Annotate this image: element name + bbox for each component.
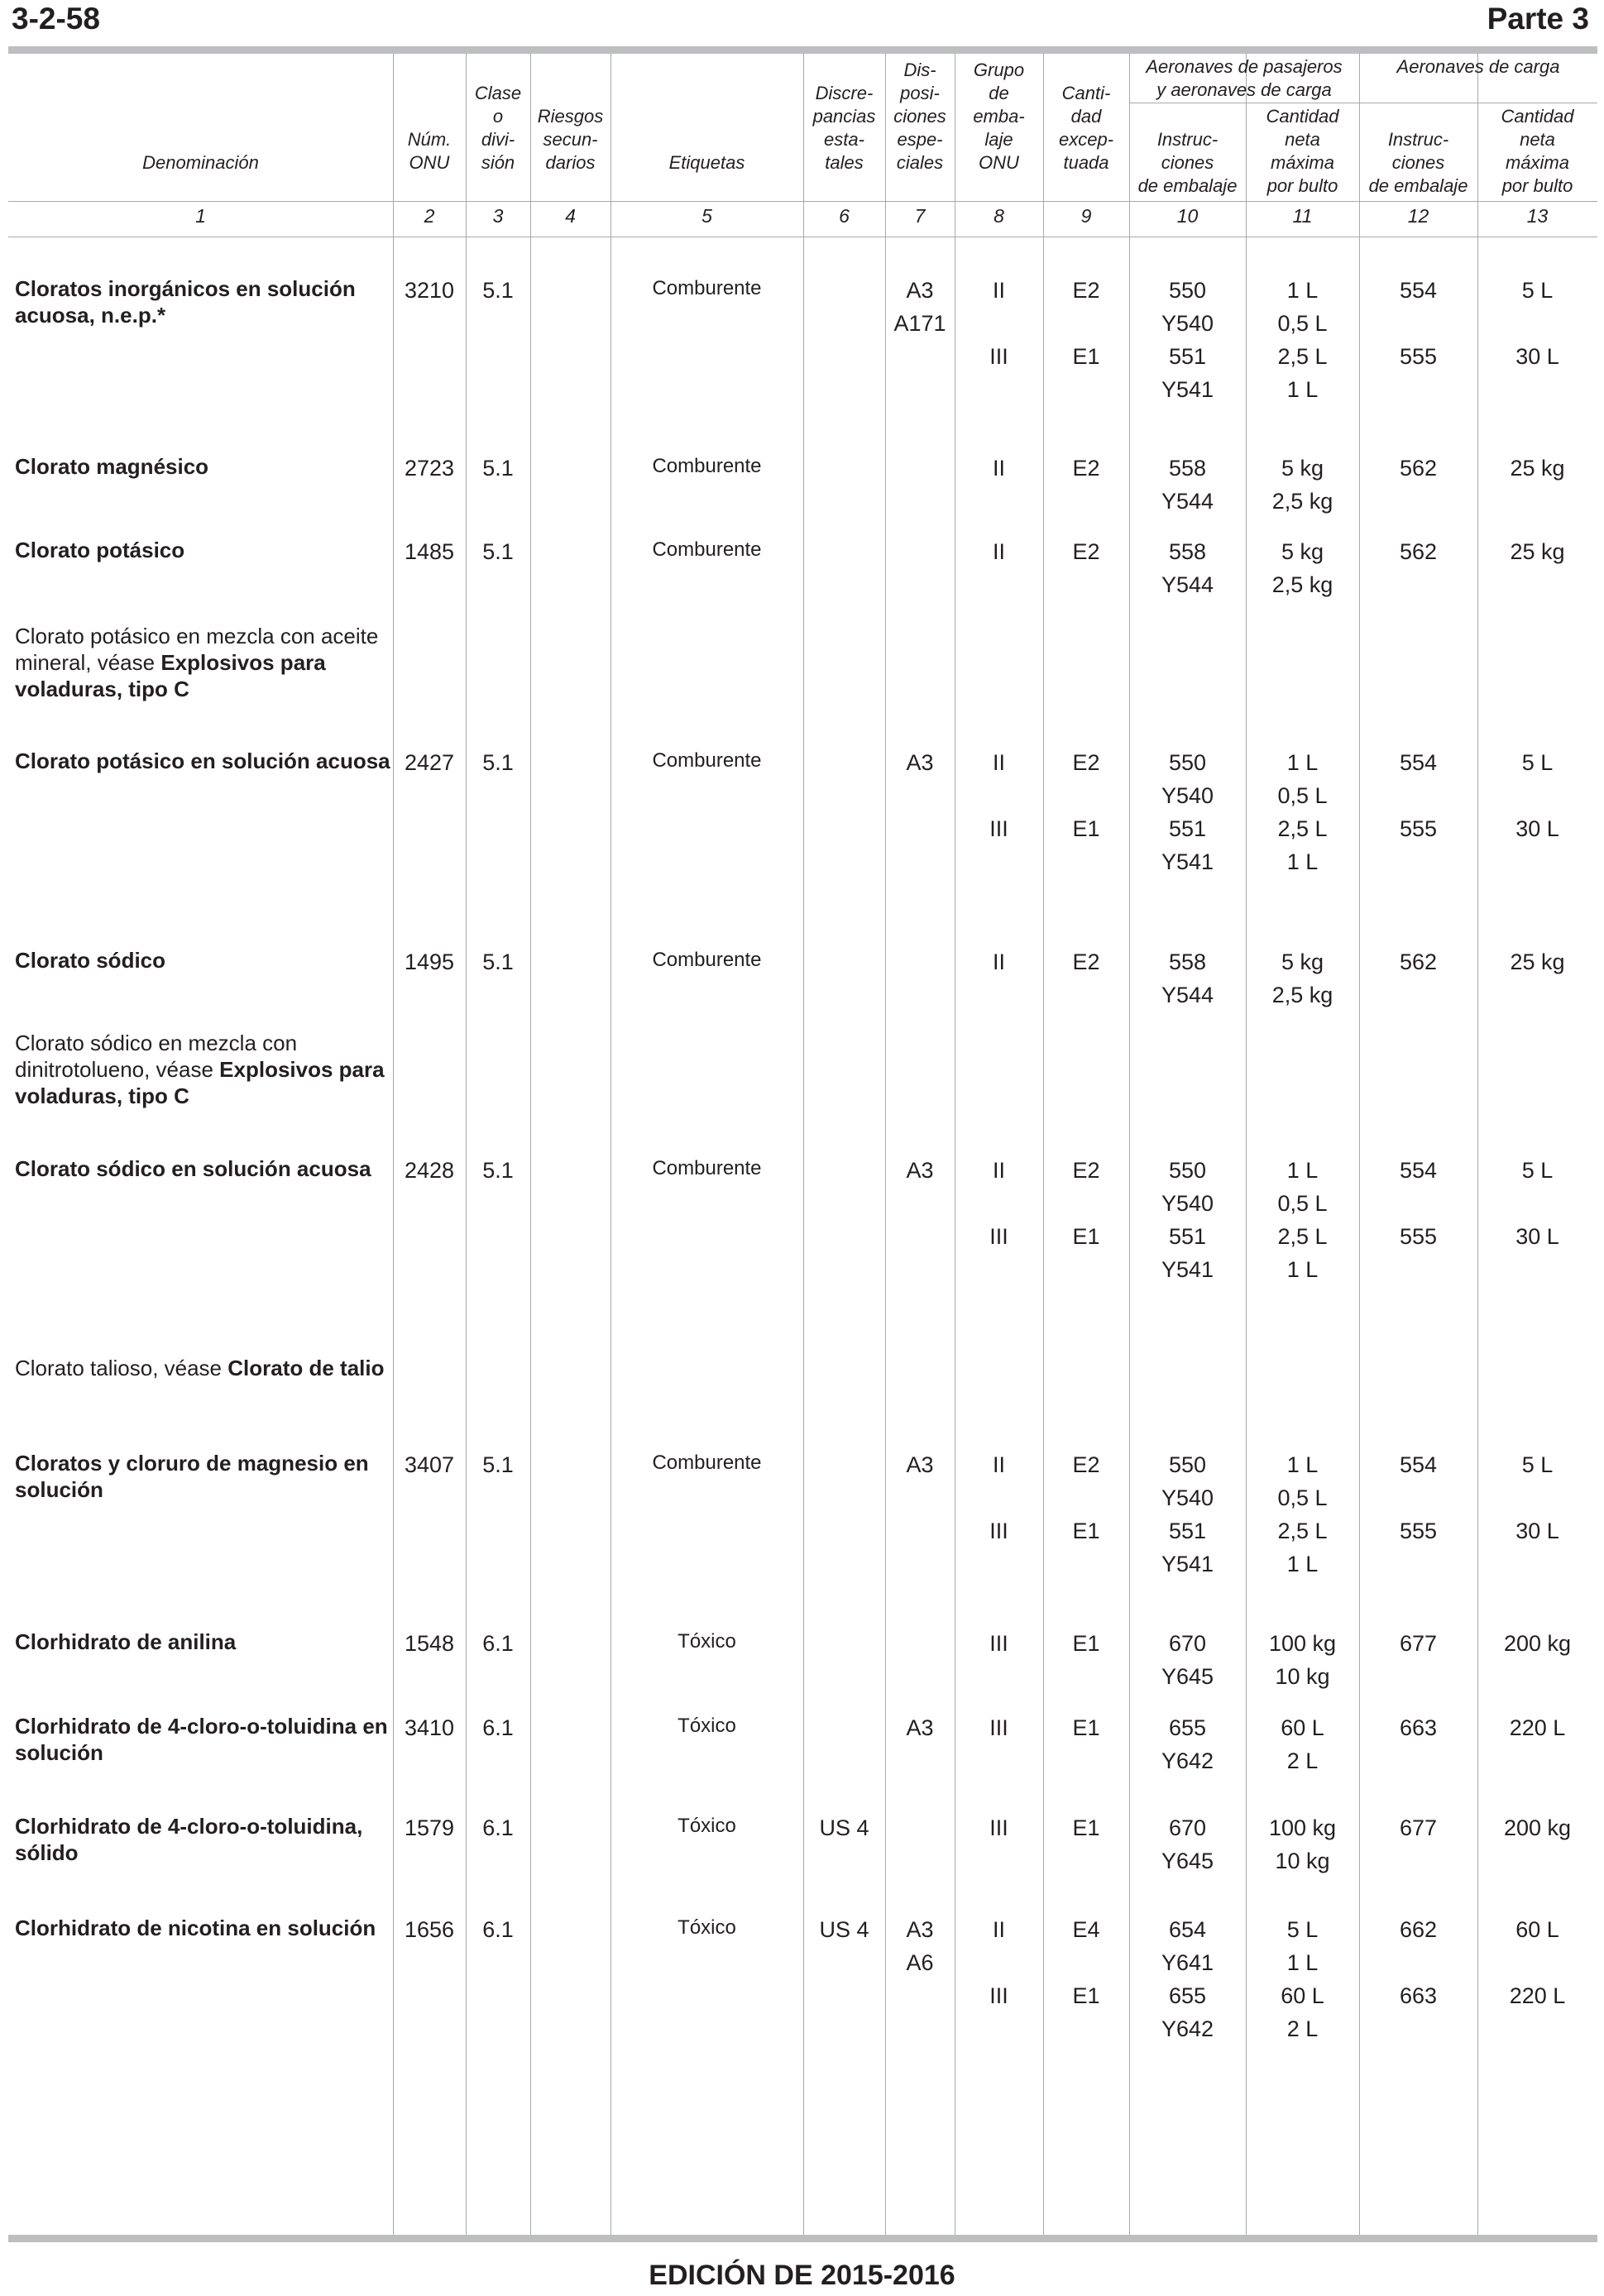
cross-reference-text: Clorato potásico en mezcla con aceite mineral, véase [15,624,379,675]
header-instrucciones-carga: Instruc- ciones de embalaje [1368,129,1468,196]
header-etiquetas: Etiquetas [668,152,745,173]
un-number-cell: 1495 [404,949,455,974]
label-cell: Comburente [652,538,762,561]
passenger-quantity-cell: 5 kg 2,5 kg [1271,456,1333,514]
special-provision-cell: A3 [906,1715,934,1740]
special-provision-cell: A3 [906,750,934,775]
excepted-quantity-cell: E2 [1072,539,1100,564]
class-cell: 5.1 [482,278,514,303]
header-discrepancias: Discre- pancias esta- tales [812,83,876,173]
passenger-quantity-cell: 5 kg 2,5 kg [1271,539,1333,597]
label-cell: Tóxico [678,1916,736,1939]
header-num-onu: Núm. ONU [407,129,452,173]
cross-reference-target: Explosivos para voladuras, tipo C [15,1057,385,1108]
edition-footer: EDICIÓN DE 2015-2016 [649,2260,955,2291]
header-instrucciones-pasajeros: Instruc- ciones de embalaje [1137,129,1238,196]
page-number: 3-2-58 [12,2,100,36]
passenger-instruction-cell: 550 Y540 551 Y541 [1161,750,1214,874]
un-number-cell: 3407 [404,1452,455,1477]
special-provision-cell: A3 A6 [906,1917,934,1975]
column-number: 8 [994,205,1004,227]
column-number: 12 [1407,205,1429,227]
cargo-quantity-cell: 200 kg [1503,1631,1572,1656]
passenger-instruction-cell: 558 Y544 [1161,949,1214,1007]
header-riesgos: Riesgos secun- darios [537,106,604,173]
column-number: 5 [701,205,712,227]
un-number-cell: 1548 [404,1631,455,1656]
header-cantidad-pasajeros: Cantidad neta máxima por bulto [1266,106,1339,196]
column-number: 4 [565,205,576,227]
passenger-instruction-cell: 550 Y540 551 Y541 [1161,1452,1214,1576]
class-cell: 6.1 [482,1917,514,1942]
substance-name: Clorhidrato de anilina [15,1629,237,1654]
column-number: 10 [1176,205,1199,227]
header-disposiciones: Dis- posi- ciones espe- ciales [893,60,946,173]
substance-name: Clorhidrato de nicotina en solución [15,1916,376,1940]
cross-reference-entry [15,1030,395,1109]
cargo-instruction-cell: 677 [1399,1631,1438,1656]
packing-group-cell: II [992,949,1005,974]
un-number-cell: 1656 [404,1917,455,1942]
bottom-rule [8,2235,1597,2242]
substance-name: Clorato sódico en solución acuosa [15,1156,371,1181]
passenger-instruction-cell: 670 Y645 [1161,1631,1214,1689]
excepted-quantity-cell: E2 [1072,456,1100,481]
label-cell: Comburente [652,749,762,772]
substance-name: Clorato sódico [15,948,166,973]
un-number-cell: 2427 [404,750,455,775]
cargo-quantity-cell: 60 L 220 L [1509,1917,1566,2008]
header-clase: Clase o divi- sión [474,83,522,173]
column-number: 9 [1080,205,1092,227]
column-divider [1477,54,1478,2235]
top-rule [8,46,1597,54]
label-cell: Tóxico [678,1815,736,1837]
un-number-cell: 1485 [404,539,455,564]
passenger-quantity-cell: 100 kg 10 kg [1268,1631,1337,1689]
packing-group-cell: III [989,1815,1008,1840]
passenger-quantity-cell: 1 L 0,5 L 2,5 L 1 L [1277,750,1328,874]
packing-group-cell: III [989,1631,1008,1656]
un-number-cell: 3410 [404,1715,455,1740]
column-number: 11 [1292,205,1313,227]
label-cell: Comburente [652,1452,762,1474]
dangerous-goods-table [8,54,1597,2235]
state-variation-cell: US 4 [819,1917,869,1942]
passenger-quantity-cell: 60 L 2 L [1281,1715,1324,1773]
column-number: 7 [914,205,926,227]
cargo-instruction-cell: 663 [1399,1715,1438,1740]
passenger-instruction-cell: 550 Y540 551 Y541 [1161,278,1214,402]
class-cell: 6.1 [482,1715,514,1740]
column-number: 3 [492,205,504,227]
column-number: 1 [195,205,206,227]
special-provision-cell: A3 [906,1158,934,1183]
cargo-quantity-cell: 220 L [1509,1715,1566,1740]
header-pasajeros-group: Aeronaves de pasajeros y aeronaves de carga [1146,56,1343,100]
substance-name: Clorato potásico [15,538,185,562]
un-number-cell: 2723 [404,456,455,481]
class-cell: 6.1 [482,1631,514,1656]
cargo-instruction-cell: 554 555 [1399,750,1438,841]
header-cantidad-exceptuada: Canti- dad excep- tuada [1058,83,1114,173]
cargo-instruction-cell: 554 555 [1399,1452,1438,1543]
class-cell: 6.1 [482,1815,514,1840]
passenger-quantity-cell: 1 L 0,5 L 2,5 L 1 L [1277,1452,1328,1576]
un-number-cell: 2428 [404,1158,455,1183]
label-cell: Tóxico [678,1630,736,1653]
cross-reference-target: Clorato de talio [227,1356,385,1380]
cargo-quantity-cell: 25 kg [1510,456,1565,481]
cargo-instruction-cell: 554 555 [1399,1158,1438,1249]
cargo-quantity-cell: 25 kg [1510,949,1565,974]
cross-reference-text: Clorato talioso, véase [15,1356,228,1380]
header-grupo: Grupo de emba- laje ONU [973,60,1025,173]
excepted-quantity-cell: E2 E1 [1072,278,1100,369]
header-denominacion: Denominación [142,152,259,173]
column-divider [803,54,804,2235]
passenger-quantity-cell: 5 kg 2,5 kg [1271,949,1333,1007]
page-header [12,0,1589,41]
column-number: 6 [839,205,850,227]
substance-name: Clorato magnésico [15,454,209,479]
cargo-instruction-cell: 562 [1399,949,1438,974]
substance-name: Cloratos inorgánicos en solución acuosa, n.e.p.* [15,276,356,328]
cargo-quantity-cell: 5 L 30 L [1515,1158,1559,1249]
label-cell: Comburente [652,949,762,971]
substance-name: Cloratos y cloruro de magnesio en solución [15,1451,369,1502]
packing-group-cell: II III [989,1452,1008,1543]
class-cell: 5.1 [482,949,514,974]
cargo-instruction-cell: 554 555 [1399,278,1438,369]
passenger-quantity-cell: 1 L 0,5 L 2,5 L 1 L [1277,1158,1328,1282]
cargo-quantity-cell: 5 L 30 L [1515,1452,1559,1543]
class-cell: 5.1 [482,1452,514,1477]
packing-group-cell: II III [989,1917,1008,2008]
un-number-cell: 3210 [404,278,455,303]
column-number: 2 [424,205,435,227]
passenger-quantity-cell: 100 kg 10 kg [1268,1815,1337,1873]
special-provision-cell: A3 A171 [893,278,946,336]
cargo-instruction-cell: 562 [1399,539,1438,564]
cross-reference-entry [15,1355,395,1381]
state-variation-cell: US 4 [819,1815,869,1840]
column-divider [530,54,531,2235]
substance-name: Clorhidrato de 4-cloro-o-toluidina en solución [15,1714,388,1765]
substance-name: Clorato potásico en solución acuosa [15,749,390,773]
label-cell: Comburente [652,277,762,299]
column-divider [1359,54,1360,2235]
cargo-instruction-cell: 662 663 [1399,1917,1438,2008]
cross-reference-entry [15,623,395,702]
column-divider [610,54,611,2235]
passenger-instruction-cell: 670 Y645 [1161,1815,1214,1873]
cargo-quantity-cell: 5 L 30 L [1515,750,1559,841]
cargo-instruction-cell: 562 [1399,456,1438,481]
header-carga-group: Aeronaves de carga [1396,56,1560,77]
cross-reference-target: Explosivos para voladuras, tipo C [15,650,326,701]
class-cell: 5.1 [482,750,514,775]
packing-group-cell: II [992,539,1005,564]
cross-reference-text: Clorato sódico en mezcla con dinitrotolueno, véase [15,1031,298,1082]
column-divider [393,54,394,2235]
label-cell: Tóxico [678,1715,736,1737]
column-divider [885,54,886,2235]
excepted-quantity-cell: E1 [1072,1815,1100,1840]
excepted-quantity-cell: E1 [1072,1631,1100,1656]
column-divider [1043,54,1044,2235]
substance-name: Clorhidrato de 4-cloro-o-toluidina, sólido [15,1814,363,1865]
packing-group-cell: II III [989,278,1008,369]
un-number-cell: 1579 [404,1815,455,1840]
column-number: 13 [1526,205,1549,227]
packing-group-cell: II [992,456,1005,481]
class-cell: 5.1 [482,456,514,481]
excepted-quantity-cell: E2 E1 [1072,750,1100,841]
passenger-instruction-cell: 558 Y544 [1161,456,1214,514]
cargo-instruction-cell: 677 [1399,1815,1438,1840]
label-cell: Comburente [652,1157,762,1179]
part-label: Parte 3 [1487,2,1589,36]
excepted-quantity-cell: E2 E1 [1072,1158,1100,1249]
passenger-quantity-cell: 5 L 1 L 60 L 2 L [1281,1917,1324,2041]
header-rule [8,201,1597,202]
cargo-quantity-cell: 25 kg [1510,539,1565,564]
excepted-quantity-cell: E1 [1072,1715,1100,1740]
passenger-instruction-cell: 550 Y540 551 Y541 [1161,1158,1214,1282]
packing-group-cell: II III [989,750,1008,841]
header-cantidad-carga: Cantidad neta máxima por bulto [1501,106,1574,196]
class-cell: 5.1 [482,539,514,564]
passenger-quantity-cell: 1 L 0,5 L 2,5 L 1 L [1277,278,1328,402]
excepted-quantity-cell: E2 E1 [1072,1452,1100,1543]
cargo-quantity-cell: 200 kg [1503,1815,1572,1840]
passenger-instruction-cell: 654 Y641 655 Y642 [1161,1917,1214,2041]
packing-group-cell: III [989,1715,1008,1740]
class-cell: 5.1 [482,1158,514,1183]
passenger-instruction-cell: 655 Y642 [1161,1715,1214,1773]
cargo-quantity-cell: 5 L 30 L [1515,278,1559,369]
special-provision-cell: A3 [906,1452,934,1477]
excepted-quantity-cell: E2 [1072,949,1100,974]
label-cell: Comburente [652,455,762,477]
excepted-quantity-cell: E4 E1 [1072,1917,1100,2008]
column-divider [466,54,467,2235]
passenger-instruction-cell: 558 Y544 [1161,539,1214,597]
packing-group-cell: II III [989,1158,1008,1249]
